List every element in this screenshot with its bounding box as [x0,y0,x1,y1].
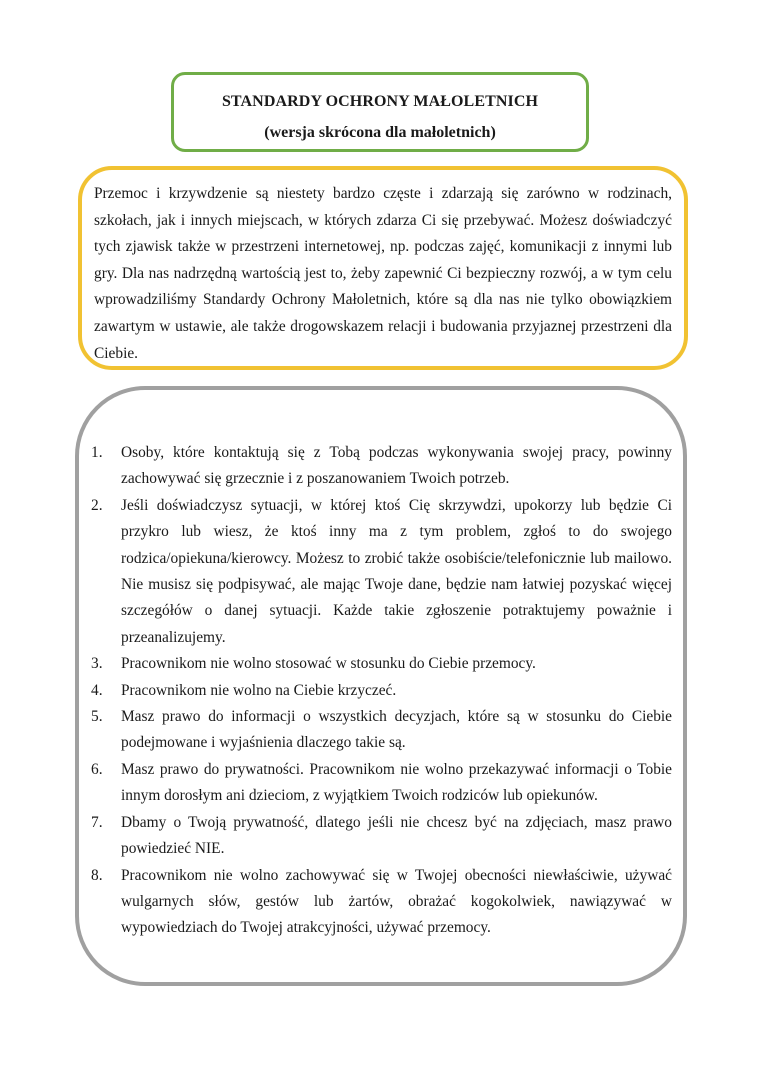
rule-item [91,493,672,651]
title-box [171,72,589,152]
page-title: STANDARDY OCHRONY MAŁOLETNICH [221,93,539,110]
rule-number: 5. [91,708,103,726]
rule-text: Masz prawo do informacji o wszystkich decyzjach, które są w stosunku do Ciebie podejmowane i wyjaśnienia dlaczego takie są. [121,708,672,752]
rule-number: 8. [91,866,103,884]
rule-number: 2. [91,496,103,514]
rule-text: Pracownikom nie wolno stosować w stosunku do Ciebie przemocy. [121,655,536,673]
rule-number: 4. [91,681,103,699]
rule-text: Pracownikom nie wolno na Ciebie krzyczeć. [121,681,397,699]
rules-list [91,440,672,942]
page-subtitle: (wersja skrócona dla małoletnich) [264,124,496,141]
rule-number: 1. [91,444,103,461]
rule-item [91,704,672,757]
rule-item [91,757,672,810]
rules-box [75,386,687,986]
rule-number: 6. [91,760,103,778]
rule-text: Dbamy o Twoją prywatność, dlatego jeśli nie chcesz być na zdjęciach, masz prawo powiedzieć NIE. [121,813,672,858]
rule-item [91,863,672,942]
rule-item [91,651,672,677]
rule-text: Jeśli doświadczysz sytuacji, w której ktoś Cię skrzywdzi, upokorzy lub będzie Ci przykro lub wiesz, że ktoś inny ma z tym problem, zgłoś to do swojego rodzica/opiekuna/kierowcy. Możesz to zrobić także osobiście/telefonicznie lub mailowo. Nie musisz się podpisywać, ale mając Twoje dane, będzie nam łatwiej pozyskać więcej szczegółów o danej sytuacji. Każde takie zgłoszenie potraktujemy poważnie i przeanalizujemy. [121,496,672,646]
rule-item [91,810,672,863]
rule-text: Masz prawo do prywatności. Pracownikom nie wolno przekazywać informacji o Tobie innym dorosłym ani dzieciom, z wyjątkiem Twoich rodziców lub opiekunów. [121,760,672,805]
rule-item [91,678,672,704]
rule-number: 3. [91,655,103,673]
rule-text: Pracownikom nie wolno zachowywać się w Twojej obecności niewłaściwie, używać wulgarnych słów, gestów lub żartów, obrażać kogokolwiek, nawiązywać w wypowiedziach do Twojej atrakcyjności, używać przemocy. [121,866,672,937]
rule-text: Osoby, które kontaktują się z Tobą podczas wykonywania swojej pracy, powinny zachowywać się grzecznie i z poszanowaniem Twoich potrzeb. [121,444,672,488]
rule-number: 7. [91,813,103,831]
intro-box [78,166,688,370]
rule-item [91,440,672,493]
intro-paragraph: Przemoc i krzywdzenie są niestety bardzo częste i zdarzają się zarówno w rodzinach, szkołach, jak i innych miejscach, w których zdarza Ci się przebywać. Możesz doświadczyć tych zjawisk także w przestrzeni internetowej, np. podczas zajęć, komunikacji z innymi lub gry. Dla nas nadrzędną wartością jest to, żeby zapewnić Ci bezpieczny rozwój, a w tym celu wprowadziliśmy Standardy Ochrony Małoletnich, które są dla nas nie tylko obowiązkiem zawartym w ustawie, ale także drogowskazem relacji i budowania przyjaznej przestrzeni dla Ciebie. [94,185,672,362]
